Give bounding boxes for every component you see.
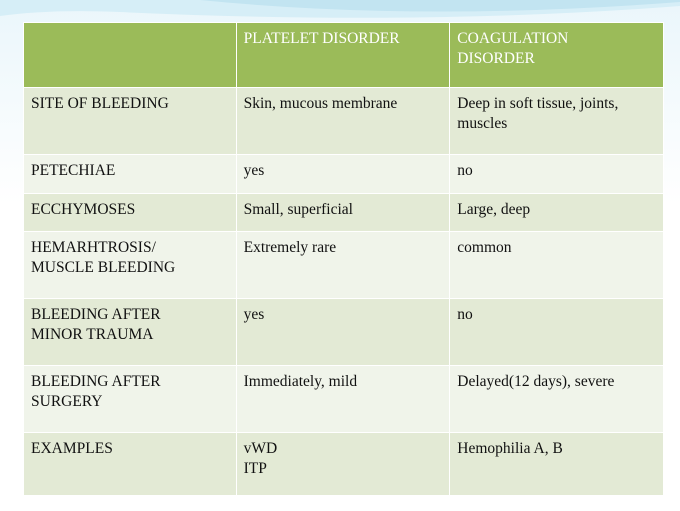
table-row	[24, 194, 664, 232]
platelet-cell: vWD ITP	[236, 433, 450, 496]
table-row	[24, 433, 664, 496]
row-label: BLEEDING AFTER MINOR TRAUMA	[24, 299, 237, 366]
platelet-cell: Small, superficial	[236, 194, 450, 232]
platelet-cell: Extremely rare	[236, 232, 450, 299]
header-platelet-disorder: PLATELET DISORDER	[236, 23, 450, 88]
table-header-row	[24, 23, 664, 88]
coagulation-cell: Delayed(12 days), severe	[450, 366, 664, 433]
coagulation-cell: Hemophilia A, B	[450, 433, 664, 496]
row-label: EXAMPLES	[24, 433, 237, 496]
platelet-cell: Immediately, mild	[236, 366, 450, 433]
table-row	[24, 232, 664, 299]
table-row	[24, 299, 664, 366]
row-label: PETECHIAE	[24, 155, 237, 194]
coagulation-cell: Large, deep	[450, 194, 664, 232]
header-coagulation-disorder: COAGULATION DISORDER	[450, 23, 664, 88]
row-label: HEMARHTROSIS/ MUSCLE BLEEDING	[24, 232, 237, 299]
row-label: ECCHYMOSES	[24, 194, 237, 232]
platelet-cell: yes	[236, 155, 450, 194]
row-label: BLEEDING AFTER SURGERY	[24, 366, 237, 433]
table-row	[24, 88, 664, 155]
header-cell-empty	[24, 23, 237, 88]
coagulation-cell: common	[450, 232, 664, 299]
table-row	[24, 155, 664, 194]
coagulation-cell: no	[450, 155, 664, 194]
platelet-cell: yes	[236, 299, 450, 366]
table-row	[24, 366, 664, 433]
coagulation-cell: Deep in soft tissue, joints, muscles	[450, 88, 664, 155]
platelet-cell: Skin, mucous membrane	[236, 88, 450, 155]
comparison-table	[23, 22, 664, 496]
coagulation-cell: no	[450, 299, 664, 366]
row-label: SITE OF BLEEDING	[24, 88, 237, 155]
